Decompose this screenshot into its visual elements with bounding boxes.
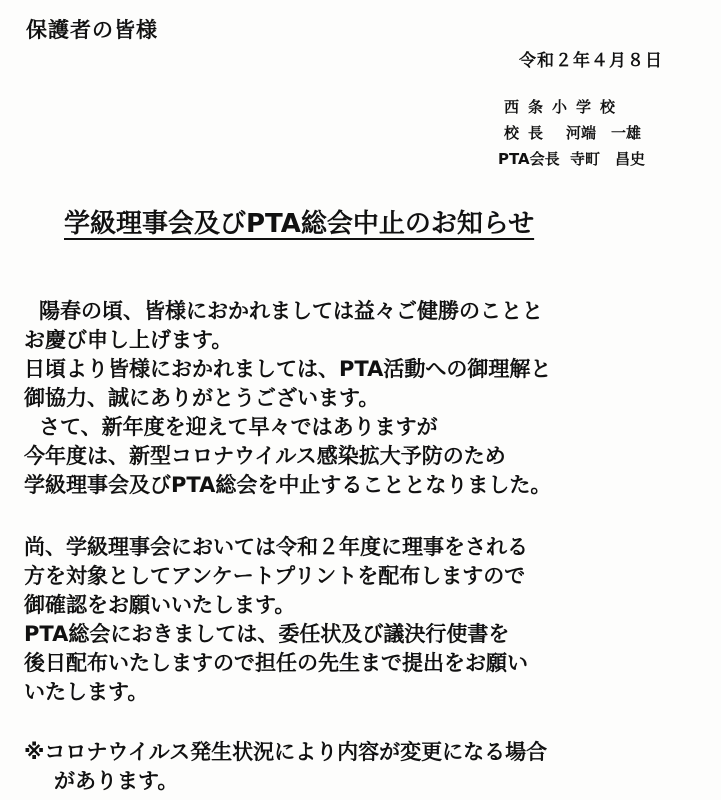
body-line: PTA総会におきましては、委任状及び議決行使書を	[24, 622, 510, 646]
principal-role: 校長	[504, 124, 553, 142]
note-block	[24, 738, 547, 796]
body-line: 後日配布いたしますので担任の先生まで提出をお願い	[24, 651, 528, 675]
pta-name: 寺町 昌史	[570, 150, 646, 168]
notice-title: 学級理事会及びPTA総会中止のお知らせ	[64, 209, 535, 239]
body-line: お慶び申し上げます。	[24, 328, 233, 352]
body-line: 御協力、誠にありがとうございます。	[24, 386, 380, 410]
principal-name: 河端 一雄	[566, 124, 642, 142]
body-line: いたします。	[24, 680, 149, 704]
pta-role: PTA会長	[498, 150, 560, 168]
addressee: 保護者の皆様	[26, 18, 158, 42]
body-line: 陽春の頃、皆様におかれましては益々ご健勝のことと	[39, 299, 543, 323]
body-line: 方を対象としてアンケートプリントを配布しますので	[24, 564, 526, 588]
body-line: 日頃より皆様におかれましては、PTA活動への御理解と	[24, 357, 552, 381]
paragraph-details	[24, 533, 528, 707]
body-line: 学級理事会及びPTA総会を中止することとなりました。	[24, 473, 552, 497]
note-line: があります。	[54, 769, 179, 793]
body-line: さて、新年度を迎えて早々ではありますが	[39, 415, 438, 439]
date: 令和２年４月８日	[519, 51, 663, 71]
school-name: 西条小学校	[504, 98, 625, 116]
note-line: ※コロナウイルス発生状況により内容が変更になる場合	[24, 740, 548, 764]
sender-block	[498, 94, 645, 172]
body-line: 尚、学級理事会においては令和２年度に理事をされる	[24, 535, 528, 559]
body-line: 今年度は、新型コロナウイルス感染拡大予防のため	[24, 444, 506, 468]
paragraph-greeting	[24, 297, 551, 500]
sender-pta-line	[498, 146, 645, 172]
sender-principal-line	[498, 120, 645, 146]
sender-school-line	[498, 94, 645, 120]
body-line: 御確認をお願いいたします。	[24, 593, 296, 617]
